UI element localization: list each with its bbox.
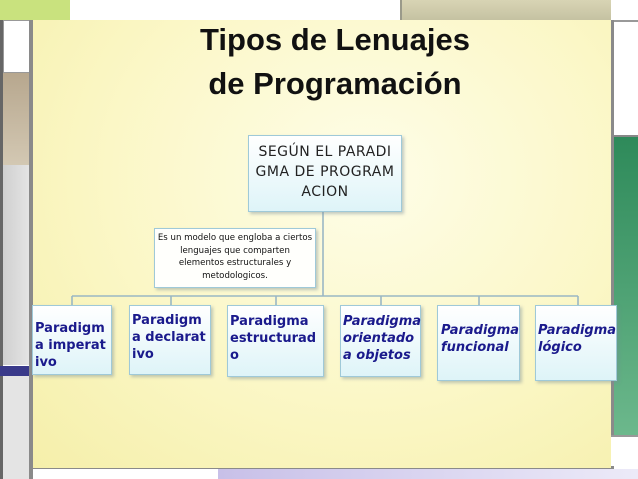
paradigm-label-declarativo: Paradigma declarativo <box>132 313 206 362</box>
slide-title-line-1: Tipos de Lenuajes <box>200 22 470 57</box>
paradigm-box-funcional <box>437 305 520 381</box>
root-node-box <box>248 135 402 212</box>
paradigm-box-orientado-objetos <box>340 305 421 377</box>
slide-title-line-2: de Programación <box>208 66 462 101</box>
description-text: Es un modelo que engloba a ciertos lenguajes que comparten elementos estructurales y metodologicos. <box>157 233 313 281</box>
paradigm-label-imperativo: Paradigma imperativo <box>35 321 106 370</box>
paradigm-box-logico <box>535 305 617 381</box>
paradigm-label-estructurado: Paradigma estructurado <box>230 314 317 363</box>
root-node-label: SEGÚN EL PARADIGMA DE PROGRAMACION <box>255 144 395 200</box>
description-note-box <box>154 228 316 288</box>
paradigm-label-funcional: Paradigma funcional <box>441 323 520 355</box>
paradigm-box-declarativo <box>129 305 211 375</box>
paradigm-label-orientado-objetos: Paradigma orientado a objetos <box>343 314 422 363</box>
paradigm-label-logico: Paradigma lógico <box>538 323 617 355</box>
paradigm-box-estructurado <box>227 305 324 377</box>
paradigm-box-imperativo <box>32 305 112 375</box>
